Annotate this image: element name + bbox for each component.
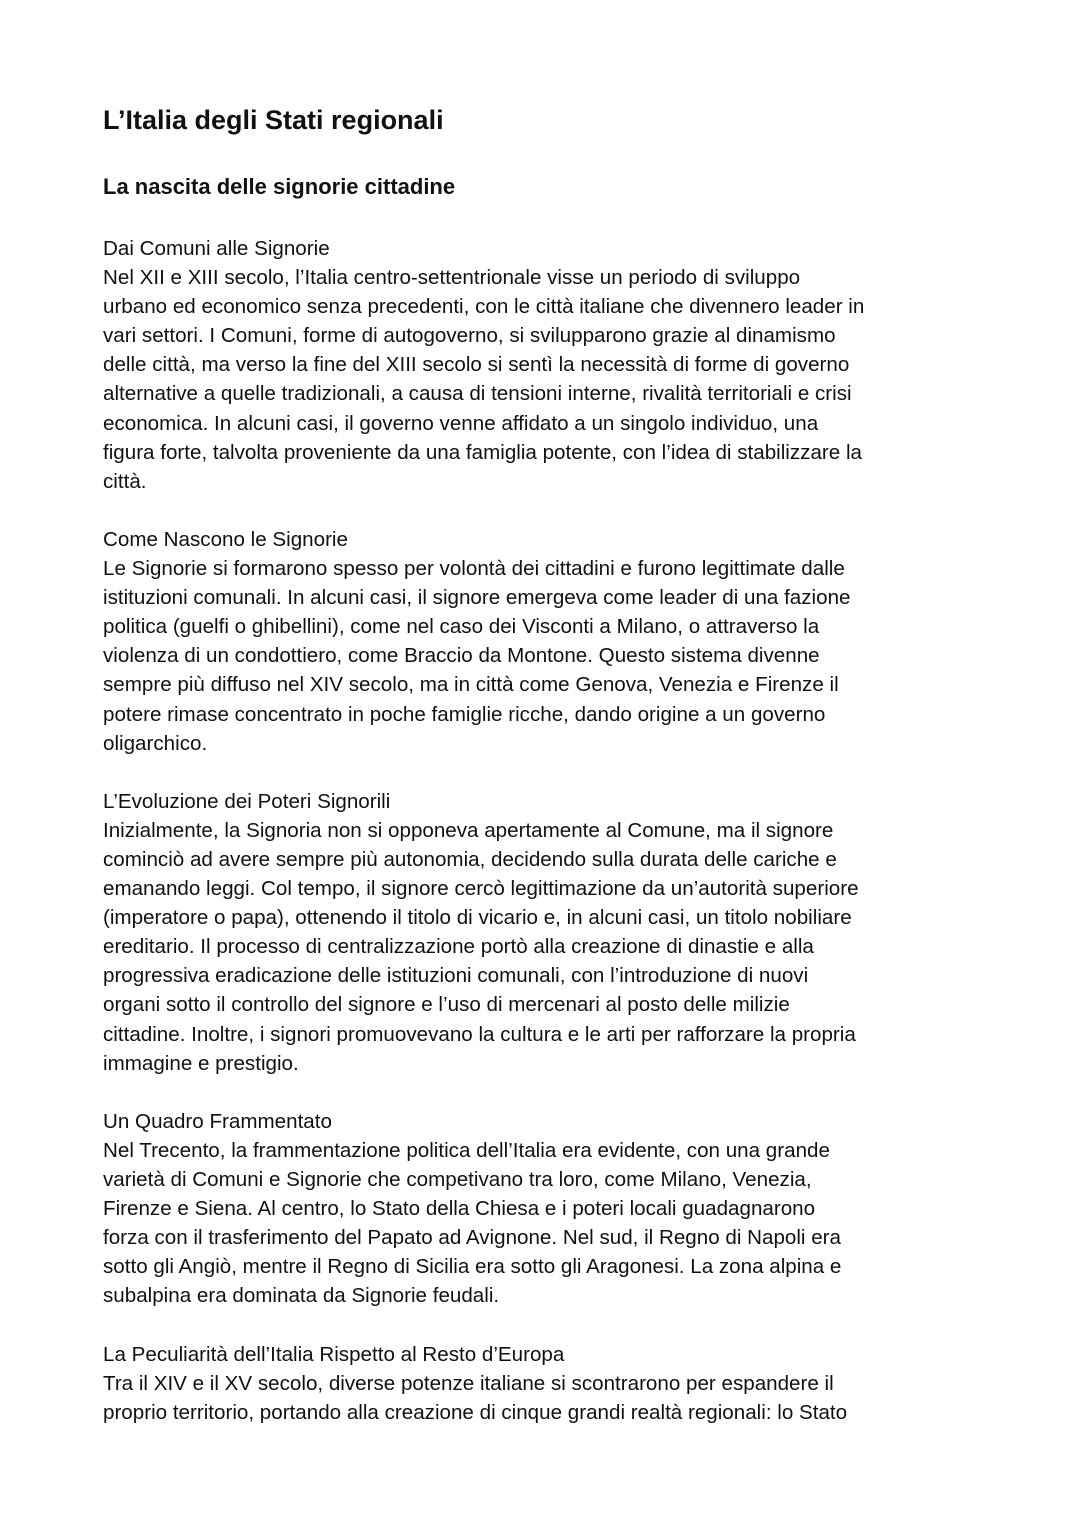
paragraph-line: vari settori. I Comuni, forme di autogoverno, si svilupparono grazie al dinamismo <box>103 324 836 348</box>
section-heading: Dai Comuni alle Signorie <box>103 237 330 260</box>
paragraph-line: economica. In alcuni casi, il governo venne affidato a un singolo individuo, una <box>103 411 819 435</box>
document-subtitle: La nascita delle signorie cittadine <box>103 174 456 199</box>
paragraph-line: forza con il trasferimento del Papato ad Avignone. Nel sud, il Regno di Napoli era <box>103 1226 841 1250</box>
section-heading: L’Evoluzione dei Poteri Signorili <box>103 789 391 813</box>
paragraph-line: oligarchico. <box>103 731 208 755</box>
paragraph-line: alternative a quelle tradizionali, a causa di tensioni interne, rivalità territoriali e crisi <box>103 382 852 406</box>
document-body <box>103 234 864 1456</box>
paragraph-line: emanando leggi. Col tempo, il signore cercò legittimazione da un’autorità superiore <box>103 877 859 901</box>
paragraph-line: cominciò ad avere sempre più autonomia, decidendo sulla durata delle cariche e <box>103 847 837 871</box>
paragraph-line: Nel Trecento, la frammentazione politica dell’Italia era evidente, con una grande <box>103 1138 830 1162</box>
paragraph-line: urbano ed economico senza precedenti, con le città italiane che divennero leader in <box>103 295 865 319</box>
section <box>103 234 864 496</box>
paragraph-line: subalpina era dominata da Signorie feudali. <box>103 1284 500 1308</box>
paragraph-line: varietà di Comuni e Signorie che competivano tra loro, come Milano, Venezia, <box>103 1168 812 1191</box>
paragraph-line: progressiva eradicazione delle istituzioni comunali, con l’introduzione di nuovi <box>103 964 809 988</box>
paragraph-line: sempre più diffuso nel XIV secolo, ma in città come Genova, Venezia e Firenze il <box>103 673 839 697</box>
paragraph-line: figura forte, talvolta proveniente da una famiglia potente, con l’idea di stabilizzare la <box>103 440 862 464</box>
section <box>103 1107 864 1311</box>
paragraph-line: Inizialmente, la Signoria non si opponeva apertamente al Comune, ma il signore <box>103 818 834 842</box>
section <box>103 787 864 1078</box>
paragraph-line: immagine e prestigio. <box>103 1051 299 1075</box>
paragraph-line: potere rimase concentrato in poche famiglie ricche, dando origine a un governo <box>103 702 826 726</box>
section-heading: Come Nascono le Signorie <box>103 527 348 551</box>
paragraph-line: sotto gli Angiò, mentre il Regno di Sicilia era sotto gli Aragonesi. La zona alpina e <box>103 1255 842 1279</box>
paragraph-line: istituzioni comunali. In alcuni casi, il signore emergeva come leader di una fazione <box>103 586 851 610</box>
paragraph-line: Firenze e Siena. Al centro, lo Stato della Chiesa e i poteri locali guadagnarono <box>103 1197 816 1221</box>
section-heading: Un Quadro Frammentato <box>103 1109 332 1133</box>
paragraph-line: città. <box>103 469 147 493</box>
paragraph-line: proprio territorio, portando alla creazione di cinque grandi realtà regionali: lo Stato <box>103 1400 848 1424</box>
paragraph-line: (imperatore o papa), ottenendo il titolo di vicario e, in alcuni casi, un titolo nobiliare <box>103 906 852 930</box>
paragraph-line: cittadine. Inoltre, i signori promuovevano la cultura e le arti per rafforzare la propria <box>103 1022 856 1046</box>
section <box>103 525 864 758</box>
paragraph-line: organi sotto il controllo del signore e l’uso di mercenari al posto delle milizie <box>103 993 790 1017</box>
paragraph-line: politica (guelfi o ghibellini), come nel caso dei Visconti a Milano, o attraverso la <box>103 615 820 639</box>
paragraph-line: Le Signorie si formarono spesso per volontà dei cittadini e furono legittimate dalle <box>103 557 845 581</box>
document-title: L’Italia degli Stati regionali <box>103 105 444 135</box>
paragraph-line: violenza di un condottiero, come Braccio da Montone. Questo sistema divenne <box>103 644 820 668</box>
paragraph-line: Tra il XIV e il XV secolo, diverse potenze italiane si scontrarono per espandere il <box>103 1371 834 1395</box>
paragraph-line: delle città, ma verso la fine del XIII secolo si sentì la necessità di forme di governo <box>103 353 850 377</box>
section-heading: La Peculiarità dell’Italia Rispetto al Resto d’Europa <box>103 1342 565 1366</box>
section <box>103 1340 864 1427</box>
paragraph-line: Nel XII e XIII secolo, l’Italia centro-settentrionale visse un periodo di sviluppo <box>103 266 801 290</box>
paragraph-line: ereditario. Il processo di centralizzazione portò alla creazione di dinastie e alla <box>103 935 814 959</box>
